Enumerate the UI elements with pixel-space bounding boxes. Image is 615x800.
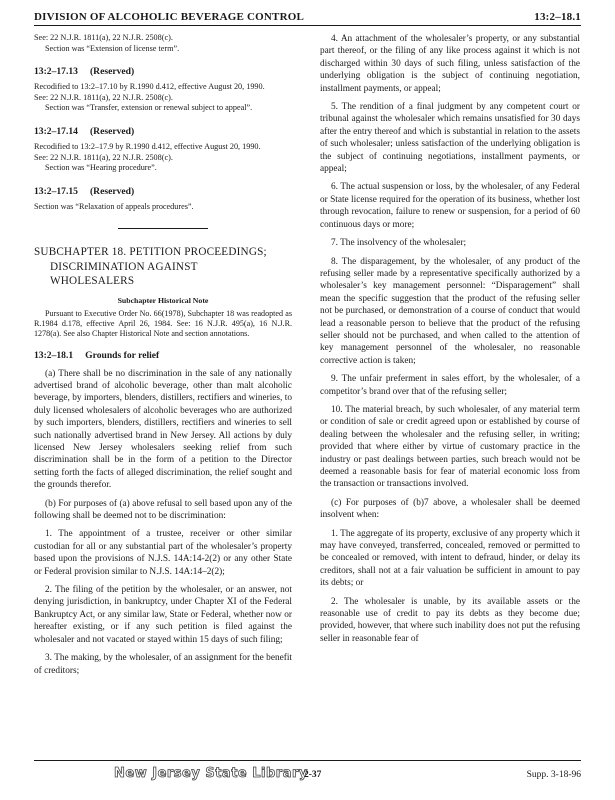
- note-line: Section was “Relaxation of appeals procedures”.: [34, 201, 194, 211]
- note-line: See: 22 N.J.R. 1811(a), 22 N.J.R. 2508(c).: [34, 92, 173, 102]
- section-heading: [34, 66, 292, 79]
- section-13-2-17-13: [34, 66, 292, 114]
- section-number: 13:2–17.14: [34, 126, 78, 138]
- note-line: Section was “Transfer, extension or renewal subject to appeal”.: [45, 103, 253, 113]
- paragraph: 6. The actual suspension or loss, by the wholesaler, of any Federal or State license required for the operation of its business, whether lost through revocation, failure to renew or suspension, for a period of 60 continuous days or more;: [320, 182, 580, 230]
- section-13-2-17-14: [34, 126, 292, 174]
- section-title: (Reserved): [89, 185, 135, 197]
- paragraph: 10. The material breach, by such wholesaler, of any material term or condition of sale or credit agreed upon or established by course of dealing between the wholesaler and the refusing seller, in writing; provided that where either by virtue of customary practice in the industry or past dealings between parties, such breach would not be deemed a reasonable basis for fear of material economic loss from the transaction or transactions involved.: [320, 404, 580, 490]
- paragraph: 2. The wholesaler is unable, by its available assets or the reasonable use of credit to pay its debts as they become due; provided, however, that where such inability does not put the refusing seller in reasonable fear of: [320, 596, 580, 644]
- paragraph: 1. The appointment of a trustee, receiver or other similar custodian for all or any substantial part of the wholesaler’s property based upon the provisions of N.J.S. 14A:14-2(2) or any other State or Federal provision similar to N.J.S. 14A:14–2(2);: [34, 529, 292, 577]
- section-note: [34, 82, 292, 114]
- subchapter-line: DISCRIMINATION AGAINST: [50, 260, 198, 273]
- section-title: (Reserved): [89, 126, 135, 138]
- paragraph: 9. The unfair preferment in sales effort, by the wholesaler, of a competitor’s brand over that of the refusing seller;: [320, 374, 580, 397]
- historical-note-text: Pursuant to Executive Order No. 66(1978), Subchapter 18 was readopted as R.1984 d.178, effective April 26, 1984. See: 16 N.J.R. 495(a), 16 N.J.R. 1278(a). See also Chapter Historical Note and section annotations.: [34, 308, 292, 339]
- section-heading: [34, 186, 292, 199]
- page-footer: [34, 760, 581, 791]
- section-13-2-17-15: [34, 186, 292, 212]
- running-head: [34, 9, 581, 26]
- paragraph: 1. The aggregate of its property, exclusive of any property which it may have conveyed, transferred, concealed, removed or permitted to be concealed or removed, with intent to defraud, hinder, or delay its creditors, shall not at a fair valuation be sufficient in amount to pay its debts; or: [320, 528, 580, 589]
- subchapter-title: [34, 245, 292, 288]
- historical-note-title: Subchapter Historical Note: [117, 296, 209, 306]
- section-note: [34, 202, 292, 213]
- page-number: 2-37: [304, 770, 322, 780]
- rule-title: Grounds for relief: [85, 349, 160, 361]
- paragraph: 5. The rendition of a final judgment by any competent court or tribunal against the wholesaler which remains unsatisfied for 30 days after the entry thereof and which is substantial in relation to the assets of such wholesaler; unless satisfaction of the underlying obligation is the subject of continuing negotiations, installment payments, or appeal;: [320, 102, 580, 175]
- rule-heading: [34, 350, 292, 363]
- note-line: See: 22 N.J.R. 1811(a), 22 N.J.R. 2508(c).: [34, 33, 173, 42]
- note-line: Section was “Hearing procedure”.: [45, 163, 157, 173]
- right-column: [320, 33, 580, 748]
- library-watermark-logo: New Jersey State Library: [114, 766, 308, 781]
- note-line: See: 22 N.J.R. 1811(a), 22 N.J.R. 2508(c).: [34, 152, 173, 162]
- paragraph: (a) There shall be no discrimination in the sale of any nationally advertised brand of alcoholic beverage, other than malt alcoholic beverage, by importers, blenders, distillers, rectifiers and wineries, to duly licensed wholesalers of alcoholic beverages who are authorized by such importers, blenders, distillers, rectifiers and wineries to sell such nationally advertised brand in New Jersey. All actions by duly licensed New Jersey wholesalers seeking relief from such discrimination shall be in the form of a petition to the Director setting forth the facts of alleged discrimination, the relief sought and the grounds therefor.: [34, 368, 292, 491]
- note-line: Section was “Extension of license term”.: [45, 43, 180, 53]
- section-heading: [34, 126, 292, 139]
- subchapter-line: WHOLESALERS: [50, 274, 135, 287]
- rule-number: 13:2–18.1: [34, 349, 74, 361]
- note-line: Recodified to 13:2–17.9 by R.1990 d.412, effective August 20, 1990.: [34, 141, 261, 151]
- note-line: Recodified to 13:2–17.10 by R.1990 d.412, effective August 20, 1990.: [34, 82, 265, 92]
- section-divider: [118, 228, 208, 229]
- paragraph: 2. The filing of the petition by the wholesaler, or an answer, not denying jurisdiction, in bankruptcy, under Chapter XI of the Federal Bankruptcy Act, or any similar law, State or Federal, whether now or hereafter existing, or if any such petition is filed against the wholesaler and not vacated or stayed within 15 days of such filing;: [34, 585, 292, 645]
- section-note: [34, 142, 292, 174]
- paragraph: 8. The disparagement, by the wholesaler, of any product of the refusing seller made by a representative specifically authorized by a wholesaler’s key management personnel: “Disparagement” shall mean the specific suggestion that the product of the refusing seller not be purchased, or demonstration of a course of conduct that would lead a reasonable person to believe that the product of the refusing seller should not be purchased, and when called to the attention of key management personnel of the wholesaler, no reasonable corrective action is taken;: [320, 256, 580, 366]
- section-number: 13:2–17.13: [34, 66, 78, 78]
- section-title: (Reserved): [89, 66, 135, 78]
- paragraph: 7. The insolvency of the wholesaler;: [331, 238, 467, 249]
- paragraph: (c) For purposes of (b)7 above, a wholesaler shall be deemed insolvent when:: [320, 497, 580, 521]
- running-head-section: 13:2–18.1: [534, 11, 581, 23]
- section-number: 13:2–17.15: [34, 185, 78, 197]
- carryover-note: [34, 33, 292, 54]
- subchapter-line: SUBCHAPTER 18. PETITION PROCEEDINGS;: [34, 246, 267, 259]
- paragraph: 4. An attachment of the wholesaler’s property, or any substantial part thereof, or the filing of any like process against it which is not discharged within 30 days of such filing, unless satisfaction of the underlying obligation is the subject of continuing negotiation, installment payments, or appeal;: [320, 34, 580, 94]
- supplement-date: Supp. 3-18-96: [526, 770, 581, 780]
- left-column: [34, 33, 292, 748]
- running-head-title: DIVISION OF ALCOHOLIC BEVERAGE CONTROL: [34, 11, 305, 23]
- paragraph: (b) For purposes of (a) above refusal to sell based upon any of the following shall be deemed not to be discrimination:: [34, 498, 292, 522]
- paragraph: 3. The making, by the wholesaler, of an assignment for the benefit of creditors;: [34, 653, 292, 676]
